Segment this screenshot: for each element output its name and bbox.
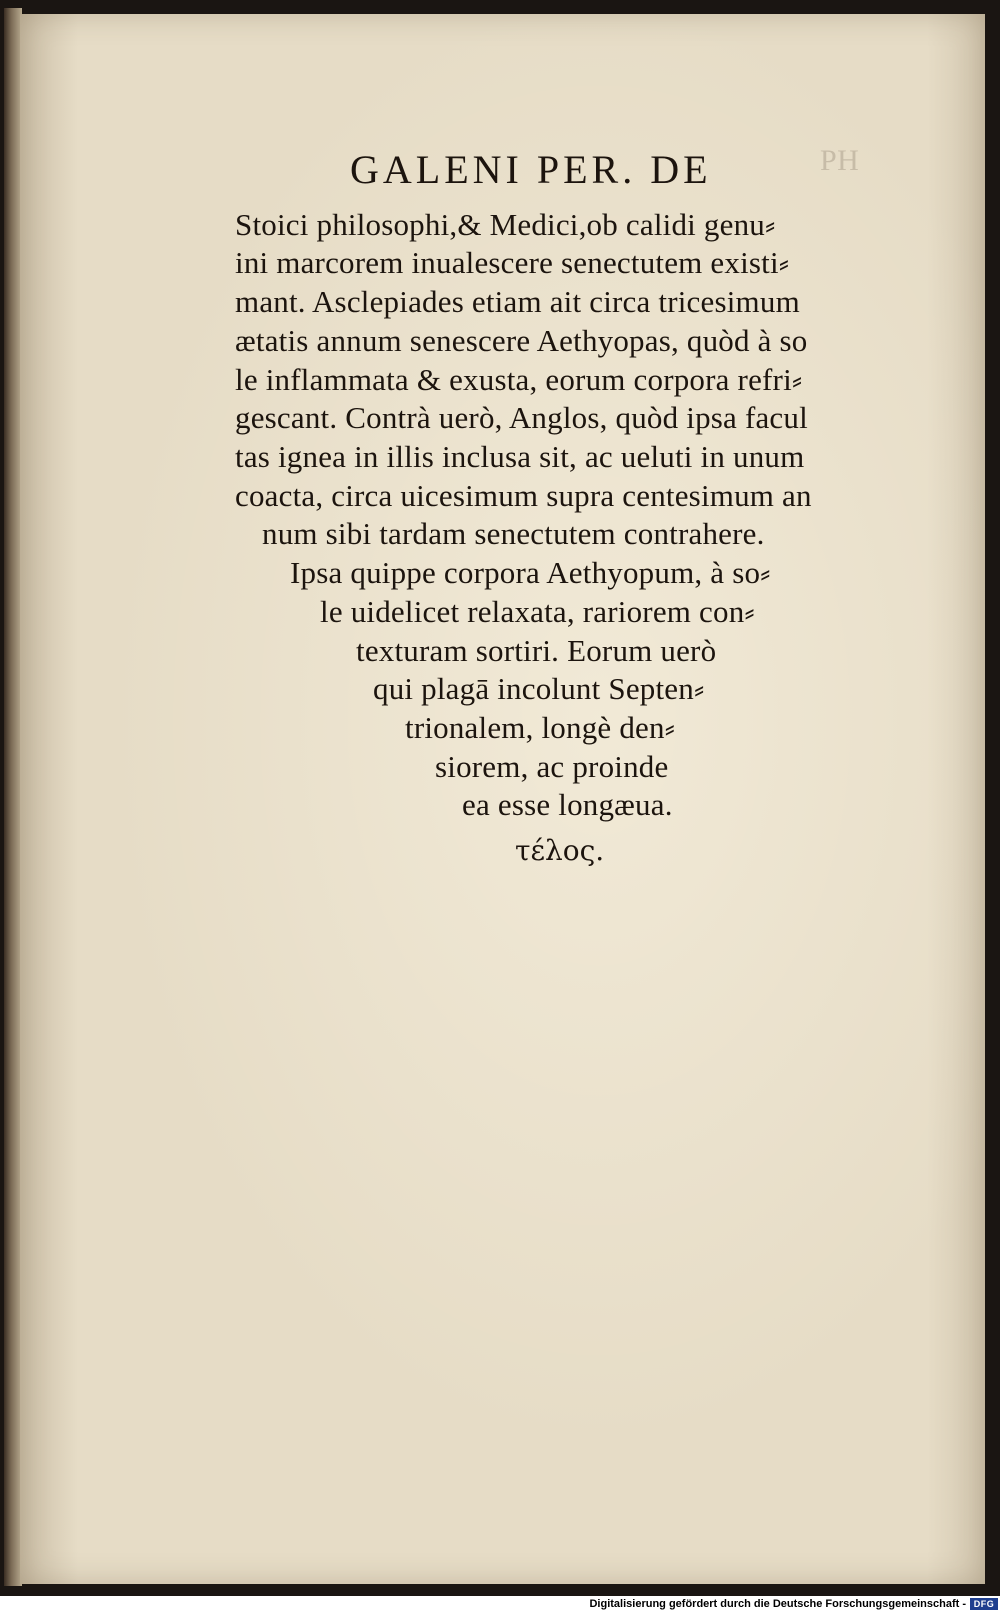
text-line-5: le inflammata & exusta, eorum corpora refri⸗	[235, 362, 803, 397]
text-line-12: texturam sortiri. Eorum uerò	[356, 633, 717, 668]
book-page	[20, 14, 985, 1584]
text-line-8: coacta, circa uicesimum supra centesimum an	[235, 478, 812, 513]
text-line-2: ini marcorem inualescere senectutem existi⸗	[235, 245, 790, 280]
dfg-logo: DFG	[970, 1598, 998, 1610]
bleed-through-2	[850, 974, 858, 1008]
bleed-through-1: PH	[820, 144, 860, 177]
page-header: GALENI PER. DE	[350, 147, 712, 192]
text-line-7: tas ignea in illis inclusa sit, ac ueluti in unum	[235, 439, 805, 474]
text-line-13: qui plagā incolunt Septen⸗	[373, 671, 705, 706]
text-line-16: ea esse longæua.	[462, 787, 673, 822]
text-line-11: le uidelicet relaxata, rariorem con⸗	[320, 594, 755, 629]
digitization-footer	[0, 1596, 1000, 1612]
text-line-3: mant. Asclepiades etiam ait circa tricesimum	[235, 284, 800, 319]
text-line-10: Ipsa quippe corpora Aethyopum, à so⸗	[290, 555, 771, 590]
text-line-1: Stoici philosophi,& Medici,ob calidi genu⸗	[235, 207, 776, 242]
text-line-6: gescant. Contrà uerò, Anglos, quòd ipsa facul	[235, 400, 808, 435]
text-line-4: ætatis annum senescere Aethyopas, quòd à so	[235, 323, 808, 358]
text-line-9: num sibi tardam senectutem contrahere.	[262, 516, 765, 551]
text-line-15: siorem, ac proinde	[435, 749, 669, 784]
closing-telos: τέλος.	[515, 834, 605, 867]
text-line-14: trionalem, longè den⸗	[405, 710, 676, 745]
footer-credit: Digitalisierung gefördert durch die Deutsche Forschungsgemeinschaft -	[589, 1598, 966, 1610]
